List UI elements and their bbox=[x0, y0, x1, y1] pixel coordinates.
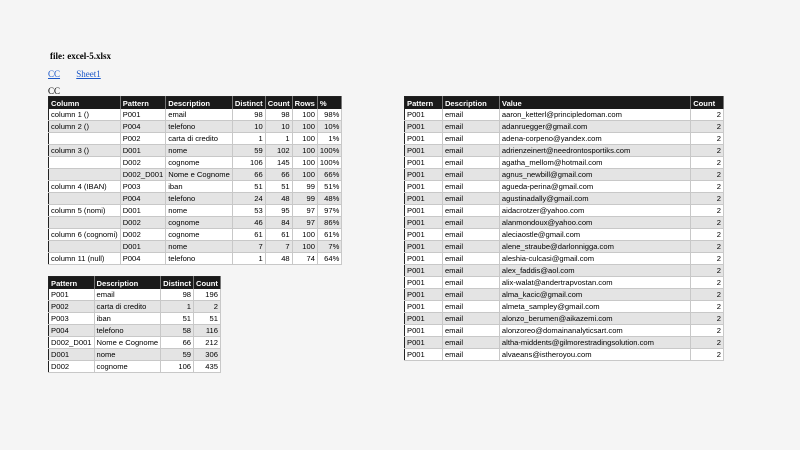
table-cell: agueda-perina@gmail.com bbox=[499, 181, 690, 193]
table-cell: almeta_sampley@gmail.com bbox=[499, 301, 690, 313]
table-cell: email bbox=[442, 133, 499, 145]
table-cell: telefono bbox=[166, 193, 233, 205]
table-cell: 100 bbox=[292, 241, 317, 253]
table-cell: 98 bbox=[161, 289, 194, 301]
table-cell: email bbox=[442, 241, 499, 253]
table-cell: email bbox=[442, 265, 499, 277]
table-cell: 66% bbox=[317, 169, 341, 181]
table-cell: email bbox=[442, 205, 499, 217]
table-cell: 2 bbox=[691, 265, 724, 277]
table-cell: P001 bbox=[49, 289, 95, 301]
table-cell: 61 bbox=[232, 229, 265, 241]
table-cell: 1 bbox=[161, 301, 194, 313]
table-cell: alvaeans@istheroyou.com bbox=[499, 349, 690, 361]
table-cell: 1% bbox=[317, 133, 341, 145]
table-cell: 51 bbox=[232, 181, 265, 193]
table-row bbox=[405, 277, 724, 289]
table-cell: 10 bbox=[232, 121, 265, 133]
table-cell: 2 bbox=[691, 229, 724, 241]
table-cell: 2 bbox=[194, 301, 221, 313]
table-row bbox=[405, 217, 724, 229]
table-cell bbox=[49, 241, 121, 253]
table-cell: P001 bbox=[405, 169, 443, 181]
table-cell: P001 bbox=[405, 121, 443, 133]
table-cell: 2 bbox=[691, 121, 724, 133]
column-header: Count bbox=[691, 97, 724, 110]
table-row bbox=[405, 253, 724, 265]
table-cell: 100 bbox=[292, 121, 317, 133]
table-cell: P004 bbox=[120, 121, 166, 133]
table-cell: 61 bbox=[265, 229, 292, 241]
table-row bbox=[405, 337, 724, 349]
table-cell: 66 bbox=[232, 169, 265, 181]
table-cell: P003 bbox=[49, 313, 95, 325]
table-cell: P004 bbox=[120, 253, 166, 265]
table-cell: aleciaostle@gmail.com bbox=[499, 229, 690, 241]
table-row bbox=[49, 349, 221, 361]
table-cell: P001 bbox=[405, 337, 443, 349]
table-cell: P001 bbox=[405, 157, 443, 169]
table-cell: 2 bbox=[691, 109, 724, 121]
table-cell: 98 bbox=[265, 109, 292, 121]
table-cell: 59 bbox=[232, 145, 265, 157]
table-cell: D001 bbox=[120, 241, 166, 253]
table-cell: P001 bbox=[405, 229, 443, 241]
table-cell: D002 bbox=[49, 361, 95, 373]
table-cell: telefono bbox=[94, 325, 161, 337]
table-row bbox=[405, 349, 724, 361]
table-cell: 48 bbox=[265, 253, 292, 265]
column-header: Pattern bbox=[120, 97, 166, 110]
table-row bbox=[405, 145, 724, 157]
table-cell: 145 bbox=[265, 157, 292, 169]
table-cell: P001 bbox=[405, 265, 443, 277]
table-cell: 97% bbox=[317, 205, 341, 217]
table-cell: 2 bbox=[691, 325, 724, 337]
table-cell: P001 bbox=[405, 133, 443, 145]
table-cell: 2 bbox=[691, 253, 724, 265]
table-cell: 100 bbox=[292, 109, 317, 121]
header-row bbox=[49, 97, 342, 110]
table-cell: column 1 () bbox=[49, 109, 121, 121]
table-cell: D002 bbox=[120, 229, 166, 241]
table-cell: column 11 (null) bbox=[49, 253, 121, 265]
table-cell: adena-corpeno@yandex.com bbox=[499, 133, 690, 145]
table-cell: alma_kacic@gmail.com bbox=[499, 289, 690, 301]
table-cell: P001 bbox=[120, 109, 166, 121]
table-cell: 2 bbox=[691, 337, 724, 349]
table-cell: 100 bbox=[292, 229, 317, 241]
table-cell: P001 bbox=[405, 277, 443, 289]
table-cell bbox=[49, 133, 121, 145]
table-cell: P004 bbox=[49, 325, 95, 337]
table-cell: 106 bbox=[232, 157, 265, 169]
table-cell: P001 bbox=[405, 193, 443, 205]
column-header: Distinct bbox=[161, 277, 194, 290]
table-cell: altha-middents@gilmorestradingsolution.com bbox=[499, 337, 690, 349]
table-cell: cognome bbox=[166, 229, 233, 241]
table-cell: alix-walat@andertrapvostan.com bbox=[499, 277, 690, 289]
table-row bbox=[49, 157, 342, 169]
table-cell: column 6 (cognomi) bbox=[49, 229, 121, 241]
table-cell: D002_D001 bbox=[49, 337, 95, 349]
table-cell: P003 bbox=[120, 181, 166, 193]
table-cell: cognome bbox=[166, 217, 233, 229]
table-cell: 196 bbox=[194, 289, 221, 301]
table-cell: 97 bbox=[292, 217, 317, 229]
table-cell: 59 bbox=[161, 349, 194, 361]
table-cell: email bbox=[442, 157, 499, 169]
table-cell: cognome bbox=[94, 361, 161, 373]
table-cell: 1 bbox=[232, 253, 265, 265]
table-cell: email bbox=[442, 169, 499, 181]
table-row bbox=[49, 181, 342, 193]
table-row bbox=[405, 193, 724, 205]
table-cell bbox=[49, 169, 121, 181]
table-row bbox=[49, 313, 221, 325]
table-row bbox=[49, 325, 221, 337]
table-cell: D002 bbox=[120, 157, 166, 169]
sheet-nav bbox=[48, 69, 115, 79]
table-row bbox=[49, 205, 342, 217]
table-cell: column 2 () bbox=[49, 121, 121, 133]
table-cell: 2 bbox=[691, 169, 724, 181]
table-row bbox=[49, 121, 342, 133]
column-header: Count bbox=[265, 97, 292, 110]
table-cell: 1 bbox=[265, 133, 292, 145]
table-row bbox=[49, 193, 342, 205]
table-cell: 100 bbox=[292, 169, 317, 181]
table-cell: P001 bbox=[405, 205, 443, 217]
table-cell: email bbox=[442, 145, 499, 157]
table-cell: email bbox=[442, 277, 499, 289]
table-cell: 51 bbox=[161, 313, 194, 325]
table-cell: 306 bbox=[194, 349, 221, 361]
table-cell: 10% bbox=[317, 121, 341, 133]
table-cell: 7% bbox=[317, 241, 341, 253]
table-row bbox=[49, 241, 342, 253]
table-cell: 98 bbox=[232, 109, 265, 121]
table-cell bbox=[49, 217, 121, 229]
table-row bbox=[49, 169, 342, 181]
table-cell: 64% bbox=[317, 253, 341, 265]
table-cell: 48 bbox=[265, 193, 292, 205]
table-cell: aleshia-culcasi@gmail.com bbox=[499, 253, 690, 265]
table-cell: P001 bbox=[405, 253, 443, 265]
table-cell bbox=[49, 193, 121, 205]
table-cell: column 3 () bbox=[49, 145, 121, 157]
table-cell: column 4 (IBAN) bbox=[49, 181, 121, 193]
column-header: Pattern bbox=[49, 277, 95, 290]
table-cell: carta di credito bbox=[166, 133, 233, 145]
table-cell: 2 bbox=[691, 301, 724, 313]
values-table bbox=[404, 96, 724, 361]
table-cell: 51 bbox=[194, 313, 221, 325]
table-row bbox=[49, 133, 342, 145]
table-cell: 61% bbox=[317, 229, 341, 241]
table-cell: alene_straube@darlonnigga.com bbox=[499, 241, 690, 253]
table-cell: 7 bbox=[232, 241, 265, 253]
table-row bbox=[405, 205, 724, 217]
table-cell: 100 bbox=[292, 157, 317, 169]
nav-link-sheet1[interactable]: Sheet1 bbox=[76, 69, 101, 79]
table-row bbox=[49, 145, 342, 157]
table-cell: D002 bbox=[120, 217, 166, 229]
header-row bbox=[49, 277, 221, 290]
table-row bbox=[405, 109, 724, 121]
column-header: Pattern bbox=[405, 97, 443, 110]
columns-table bbox=[48, 96, 342, 265]
table-cell: aidacrotzer@yahoo.com bbox=[499, 205, 690, 217]
table-cell: D001 bbox=[120, 145, 166, 157]
table-cell: P002 bbox=[120, 133, 166, 145]
header-row bbox=[405, 97, 724, 110]
table-row bbox=[405, 241, 724, 253]
table-row bbox=[405, 265, 724, 277]
table-cell: 97 bbox=[292, 205, 317, 217]
table-cell: carta di credito bbox=[94, 301, 161, 313]
table-row bbox=[405, 169, 724, 181]
table-cell: P001 bbox=[405, 145, 443, 157]
table-row bbox=[405, 289, 724, 301]
table-cell: 74 bbox=[292, 253, 317, 265]
table-cell: 212 bbox=[194, 337, 221, 349]
table-cell: telefono bbox=[166, 253, 233, 265]
table-cell: iban bbox=[166, 181, 233, 193]
column-header: Count bbox=[194, 277, 221, 290]
table-cell: P001 bbox=[405, 181, 443, 193]
table-cell: email bbox=[442, 349, 499, 361]
table-cell: email bbox=[442, 253, 499, 265]
table-cell: 2 bbox=[691, 289, 724, 301]
table-cell: email bbox=[166, 109, 233, 121]
table-cell: P001 bbox=[405, 241, 443, 253]
column-header: % bbox=[317, 97, 341, 110]
table-cell: 2 bbox=[691, 313, 724, 325]
table-cell: 2 bbox=[691, 157, 724, 169]
table-cell: 2 bbox=[691, 217, 724, 229]
nav-link-cc[interactable]: CC bbox=[48, 69, 61, 79]
table-cell: adrienzeinert@needrontosportiks.com bbox=[499, 145, 690, 157]
table-cell: 58 bbox=[161, 325, 194, 337]
table-cell: adanruegger@gmail.com bbox=[499, 121, 690, 133]
column-header: Rows bbox=[292, 97, 317, 110]
table-cell: aaron_ketterl@principledoman.com bbox=[499, 109, 690, 121]
table-cell: 2 bbox=[691, 205, 724, 217]
table-cell: alonzoreo@domainanalyticsart.com bbox=[499, 325, 690, 337]
table-cell: 2 bbox=[691, 133, 724, 145]
table-cell: P001 bbox=[405, 109, 443, 121]
table-cell: 7 bbox=[265, 241, 292, 253]
table-cell: agustinadally@gmail.com bbox=[499, 193, 690, 205]
column-header: Description bbox=[442, 97, 499, 110]
table-cell: email bbox=[442, 289, 499, 301]
column-header: Description bbox=[166, 97, 233, 110]
table-cell: 2 bbox=[691, 181, 724, 193]
table-cell: P004 bbox=[120, 193, 166, 205]
table-cell: P001 bbox=[405, 313, 443, 325]
table-cell: email bbox=[442, 301, 499, 313]
table-cell: 2 bbox=[691, 193, 724, 205]
table-cell: email bbox=[442, 337, 499, 349]
table-cell: 435 bbox=[194, 361, 221, 373]
table-cell: alanmondoux@yahoo.com bbox=[499, 217, 690, 229]
section-label: CC bbox=[48, 86, 61, 96]
table-row bbox=[405, 121, 724, 133]
table-row bbox=[49, 361, 221, 373]
table-cell: 100 bbox=[292, 133, 317, 145]
table-cell: Nome e Cognome bbox=[166, 169, 233, 181]
table-row bbox=[49, 217, 342, 229]
table-cell: email bbox=[442, 181, 499, 193]
table-cell: nome bbox=[166, 205, 233, 217]
table-row bbox=[405, 157, 724, 169]
table-cell: alonzo_berumen@aikazemi.com bbox=[499, 313, 690, 325]
table-cell: P001 bbox=[405, 289, 443, 301]
column-header: Value bbox=[499, 97, 690, 110]
table-row bbox=[405, 325, 724, 337]
table-cell: P001 bbox=[405, 349, 443, 361]
table-cell: email bbox=[442, 313, 499, 325]
table-cell: 100 bbox=[292, 145, 317, 157]
patterns-table bbox=[48, 276, 221, 373]
table-cell: 102 bbox=[265, 145, 292, 157]
table-row bbox=[49, 289, 221, 301]
table-row bbox=[49, 337, 221, 349]
table-row bbox=[405, 301, 724, 313]
table-cell: 99 bbox=[292, 193, 317, 205]
table-cell: agnus_newbill@gmail.com bbox=[499, 169, 690, 181]
table-cell: 2 bbox=[691, 349, 724, 361]
table-cell: P001 bbox=[405, 325, 443, 337]
table-cell: 66 bbox=[161, 337, 194, 349]
table-row bbox=[49, 253, 342, 265]
table-row bbox=[405, 313, 724, 325]
column-header: Column bbox=[49, 97, 121, 110]
table-cell: Nome e Cognome bbox=[94, 337, 161, 349]
file-title: file: excel-5.xlsx bbox=[50, 51, 111, 61]
table-cell: P002 bbox=[49, 301, 95, 313]
table-cell: email bbox=[94, 289, 161, 301]
table-cell: 48% bbox=[317, 193, 341, 205]
table-cell: email bbox=[442, 109, 499, 121]
table-cell bbox=[49, 157, 121, 169]
table-row bbox=[405, 181, 724, 193]
table-cell: 2 bbox=[691, 241, 724, 253]
column-header: Distinct bbox=[232, 97, 265, 110]
table-cell: 66 bbox=[265, 169, 292, 181]
table-cell: 2 bbox=[691, 277, 724, 289]
table-cell: 100% bbox=[317, 157, 341, 169]
table-row bbox=[405, 133, 724, 145]
table-cell: D002_D001 bbox=[120, 169, 166, 181]
column-header: Description bbox=[94, 277, 161, 290]
table-cell: nome bbox=[166, 241, 233, 253]
table-row bbox=[49, 301, 221, 313]
table-cell: 1 bbox=[232, 133, 265, 145]
table-cell: P001 bbox=[405, 301, 443, 313]
table-cell: email bbox=[442, 217, 499, 229]
table-cell: 46 bbox=[232, 217, 265, 229]
table-cell: 10 bbox=[265, 121, 292, 133]
table-cell: alex_faddis@aol.com bbox=[499, 265, 690, 277]
table-row bbox=[405, 229, 724, 241]
table-cell: 100% bbox=[317, 145, 341, 157]
table-cell: iban bbox=[94, 313, 161, 325]
table-cell: 53 bbox=[232, 205, 265, 217]
table-cell: email bbox=[442, 325, 499, 337]
table-cell: 86% bbox=[317, 217, 341, 229]
table-cell: 95 bbox=[265, 205, 292, 217]
table-cell: telefono bbox=[166, 121, 233, 133]
table-cell: column 5 (nomi) bbox=[49, 205, 121, 217]
table-cell: nome bbox=[94, 349, 161, 361]
table-cell: 84 bbox=[265, 217, 292, 229]
table-cell: nome bbox=[166, 145, 233, 157]
table-row bbox=[49, 229, 342, 241]
table-cell: D001 bbox=[49, 349, 95, 361]
table-cell: 2 bbox=[691, 145, 724, 157]
table-cell: cognome bbox=[166, 157, 233, 169]
table-cell: D001 bbox=[120, 205, 166, 217]
table-cell: 51% bbox=[317, 181, 341, 193]
table-cell: agatha_mellom@hotmail.com bbox=[499, 157, 690, 169]
table-cell: email bbox=[442, 193, 499, 205]
table-cell: 24 bbox=[232, 193, 265, 205]
table-row bbox=[49, 109, 342, 121]
table-cell: email bbox=[442, 229, 499, 241]
table-cell: 51 bbox=[265, 181, 292, 193]
table-cell: 116 bbox=[194, 325, 221, 337]
table-cell: email bbox=[442, 121, 499, 133]
table-cell: 99 bbox=[292, 181, 317, 193]
table-cell: 98% bbox=[317, 109, 341, 121]
table-cell: P001 bbox=[405, 217, 443, 229]
table-cell: 106 bbox=[161, 361, 194, 373]
